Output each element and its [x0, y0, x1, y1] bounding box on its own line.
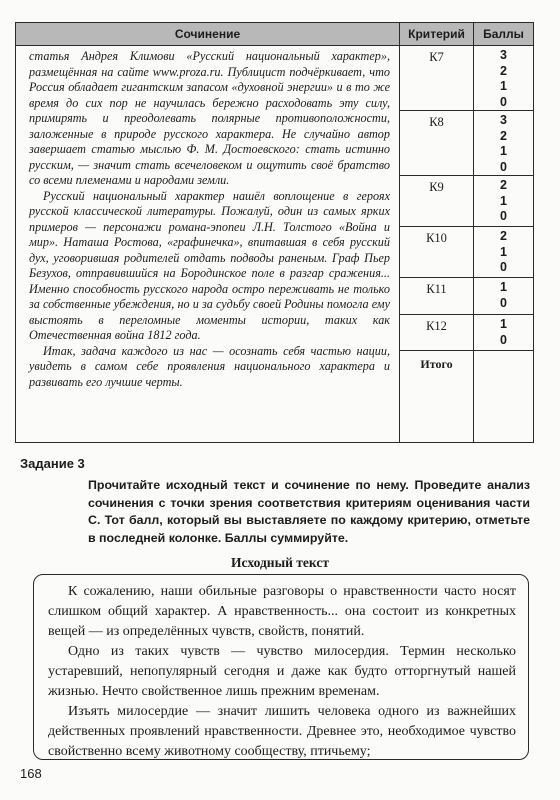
criterion-row: [16, 46, 534, 111]
score-options: [474, 111, 534, 176]
total-score-cell[interactable]: [474, 351, 534, 443]
score-value: 3: [500, 48, 507, 62]
score-value: 1: [500, 280, 507, 294]
grading-table: [15, 22, 534, 443]
score-value: 2: [500, 229, 507, 243]
criterion-label: К11: [400, 278, 474, 315]
criterion-label: К12: [400, 315, 474, 351]
essay-paragraph: Итак, задача каждого из нас — осознать себя частью нации, увидеть в самом себе проявления национального характера и развивать его лучшие черты.: [29, 343, 390, 389]
score-options: [474, 176, 534, 227]
score-value: 0: [500, 260, 507, 274]
criterion-label: К9: [400, 176, 474, 227]
task-instruction: Прочитайте исходный текст и сочинение по нему. Проведите анализ сочинения с точки зрения соответствия критериям оценивания части С. Тот балл, который вы выставляете по каждому критерию, отметьте в последней колонке. Баллы суммируйте.: [88, 478, 530, 545]
score-options: [474, 315, 534, 351]
score-value: 3: [500, 113, 507, 127]
score-column-header: Баллы: [474, 23, 534, 46]
score-value: 2: [500, 128, 507, 143]
score-value: 1: [500, 79, 507, 93]
table-header-row: [16, 23, 534, 46]
page-number: 168: [20, 766, 42, 781]
source-paragraph: Изъять милосердие — значит лишить человека одного из важнейших действенных проявлений нравственности. Древнее это, необходимое чувство свойственно всему животному сообществу, птичьему;: [48, 704, 516, 759]
score-options: [474, 227, 534, 278]
score-value: 2: [500, 178, 507, 192]
criteria-column-header: Критерий: [400, 23, 474, 46]
score-value: 1: [500, 317, 507, 331]
total-label: Итого: [400, 351, 474, 443]
source-text-box: [33, 574, 529, 760]
score-value: 1: [500, 244, 507, 259]
source-paragraph: К сожалению, наши обильные разговоры о нравственности часто носят слишком общий характер. А нравственность... она состоит из конкретных вещей — из определённых чувств, свойств, понятий.: [48, 584, 516, 639]
score-options: [474, 278, 534, 315]
essay-column-header: Сочинение: [16, 23, 400, 46]
criterion-label: К8: [400, 111, 474, 176]
essay-text: [16, 46, 400, 443]
score-value: 1: [500, 144, 507, 158]
score-value: 0: [500, 159, 507, 174]
task-heading: Задание 3: [20, 456, 85, 471]
score-options: [474, 46, 534, 111]
score-value: 0: [500, 332, 507, 347]
source-text-heading: Исходный текст: [231, 555, 329, 570]
criterion-label: К10: [400, 227, 474, 278]
source-paragraph: Одно из таких чувств — чувство милосердия. Термин несколько устаревший, непопулярный сегодня и даже как будто отторгнутый нашей жизнью. Нечто свойственное лишь прежним временам.: [48, 644, 516, 699]
score-value: 2: [500, 63, 507, 78]
essay-paragraph: статья Андрея Климови «Русский национальный характер», размещённая на сайте www.proza.ru. Публицист подчёркивает, что Россия обладает гигантским запасом «духовной энергии» и в то же время до сих пор не научилась бережно расходовать эту силу, примирять и преодолевать полярные противоположности, заложенные в природе русского характера. Не случайно автор завершает статью мыслью Ф. М. Достоевского: стать истинно русским, — значит стать всечеловеком и ощутить своё братство со всеми племенами и народами земли.: [29, 49, 390, 187]
essay-paragraph: Русский национальный характер нашёл воплощение в героях русской классической литературы. Пожалуй, один из самых ярких примеров — персонажи романа-эпопеи Л.Н. Толстого «Война и мир». Наташа Ростова, «графинечка», впитавшая в себя русский дух, уговорившая родителей отдать подводы раненым. Граф Пьер Безухов, отправившийся на Бородинское поле в разгар сражения... Именно способность русского народа остро переживать не только за собственные убеждения, но и за судьбу своей Родины помогла ему выстоять в переломные моменты истории, таких как Отечественная война 1812 года.: [29, 188, 390, 342]
score-value: 0: [500, 94, 507, 109]
criterion-label: К7: [400, 46, 474, 111]
score-value: 0: [500, 209, 507, 223]
score-value: 1: [500, 193, 507, 208]
score-value: 0: [500, 295, 507, 310]
